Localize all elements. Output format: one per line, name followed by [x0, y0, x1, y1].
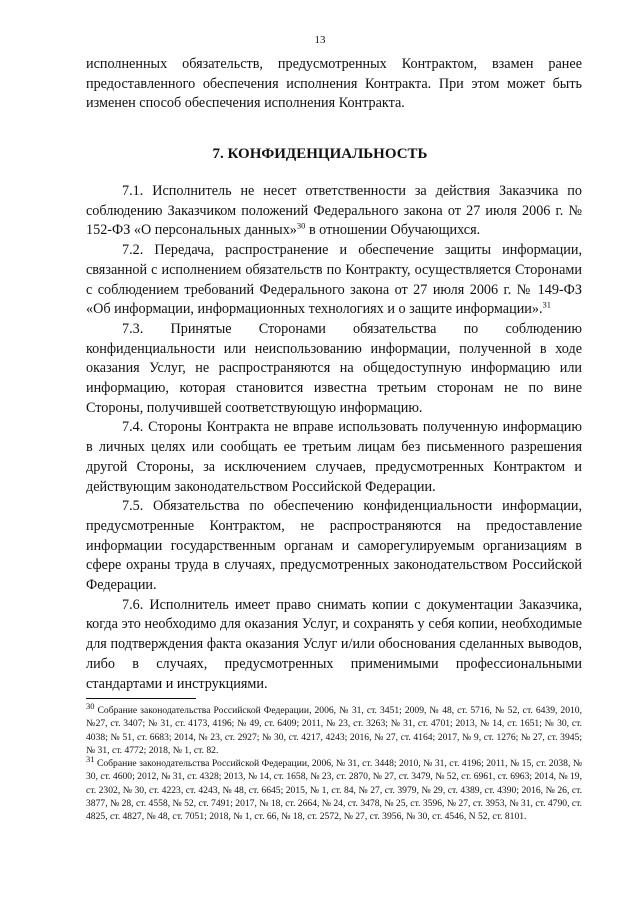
clause-7-5: 7.5. Обязательства по обеспечению конфиденциальности информации, предусмотренные Контрактом, не распространяются на предоставление информации государственным органам и саморегулируемым организациям в сфере охраны труда в случаях, предусмотренных законодательством Российской Федерации. — [86, 498, 582, 594]
clause-7-2: 7.2. Передача, распространение и обеспечение защиты информации, связанной с исполнением обязательств по Контракту, осуществляется Сторонами с соблюдением требований Федерального закона от 27 июля 2006 г. № 149-ФЗ «Об информации, информационных технологиях и о защите информации».$^{31}$ — [86, 242, 582, 318]
clause-7-6: 7.6. Исполнитель имеет право снимать копии с документации Заказчика, когда это необходимо для оказания Услуг, и сохранять у себя копии, необходимые для подтверждения факта оказания Услуг и/или обоснования сделанных выводов, либо в случаях, предусмотренных применимыми профессиональными стандартами и инструкциями. — [86, 596, 582, 692]
footnote-30: $^{30}$ Собрание законодательства Российской Федерации, 2006, № 31, ст. 3451; 2009, № 48, ст. 5716, № 52, ст. 6439, 2010, №27, ст. 3407; № 31, ст. 4173, 4196; № 49, ст. 6409; 2011, № 23, ст. 3263; № 31, ст. 4701; 2013, № 14, ст. 1651; № 30, ст. 4038; № 51, ст. 6683; 2014, № 23, ст. 2927; № 30, ст. 4217, 4243; 2016, № 27, ст. 4164; 2017, № 9, ст. 1276; № 27, ст. 3945; № 31, ст. 4772; 2018, № 1, ст. 82. — [86, 700, 582, 756]
clauses-block — [86, 182, 582, 694]
clause-7-4: 7.4. Стороны Контракта не вправе использовать полученную информацию в личных целях или сообщать ее третьим лицам без письменного разрешения другой Стороны, за исключением случаев, предусмотренных Контрактом и действующим законодательством Российской Федерации. — [86, 419, 582, 495]
intro-paragraph: исполненных обязательств, предусмотренных Контрактом, взамен ранее предоставленного обеспечения исполнения Контракта. При этом может быть изменен способ обеспечения исполнения Контракта. — [86, 56, 582, 112]
section-heading: 7. КОНФИДЕНЦИАЛЬНОСТЬ — [212, 146, 428, 162]
intro-paragraph-block — [86, 55, 582, 114]
clause-7-3: 7.3. Принятые Сторонами обязательства по соблюдению конфиденциальности или неиспользованию информации, полученной в ходе оказания Услуг, не распространяются на общедоступную информацию или информацию, которая становится известна третьим сторонам не по вине Стороны, получившей соответствующую информацию. — [86, 320, 582, 416]
clause-7-1: 7.1. Исполнитель не несет ответственности за действия Заказчика по соблюдению Заказчиком положений Федерального закона от 27 июля 2006 г. № 152-ФЗ «О персональных данных»$^{30}$ в отношении Обучающихся. — [86, 183, 582, 239]
footnote-ref-31: 31 — [542, 299, 552, 310]
footnote-separator — [86, 698, 196, 699]
footnotes — [86, 700, 582, 824]
page-number: 13 — [314, 34, 326, 46]
footnote-31: $^{31}$ Собрание законодательства Российской Федерации, 2006, № 31, ст. 3448; 2010, № 31, ст. 4196; 2011, № 15, ст. 2038, № 30, ст. 4600; 2012, № 31, ст. 4328; 2013, № 14, ст. 1658, № 23, ст. 2870, № 27, ст. 3479, № 52, ст. 6961, ст. 6963; 2014, № 19, ст. 2302, № 30, ст. 4223, ст. 4243, № 48, ст. 6645; 2015, № 1, ст. 84, № 27, ст. 3979, № 29, ст. 4389, ст. 4390; 2016, № 26, ст. 3877, № 28, ст. 4558, № 52, ст. 7491; 2017, № 18, ст. 2664, № 24, ст. 3478, № 25, ст. 3596, № 27, ст. 3953, № 31, ст. 4790, ст. 4825, ст. 4827, № 48, ст. 7051; 2018, № 1, ст. 66, № 18, ст. 2572, № 27, ст. 3956, № 30, ст. 4546, N 52, ст. 8101. — [86, 754, 582, 823]
footnote-ref-30: 30 — [296, 220, 306, 231]
